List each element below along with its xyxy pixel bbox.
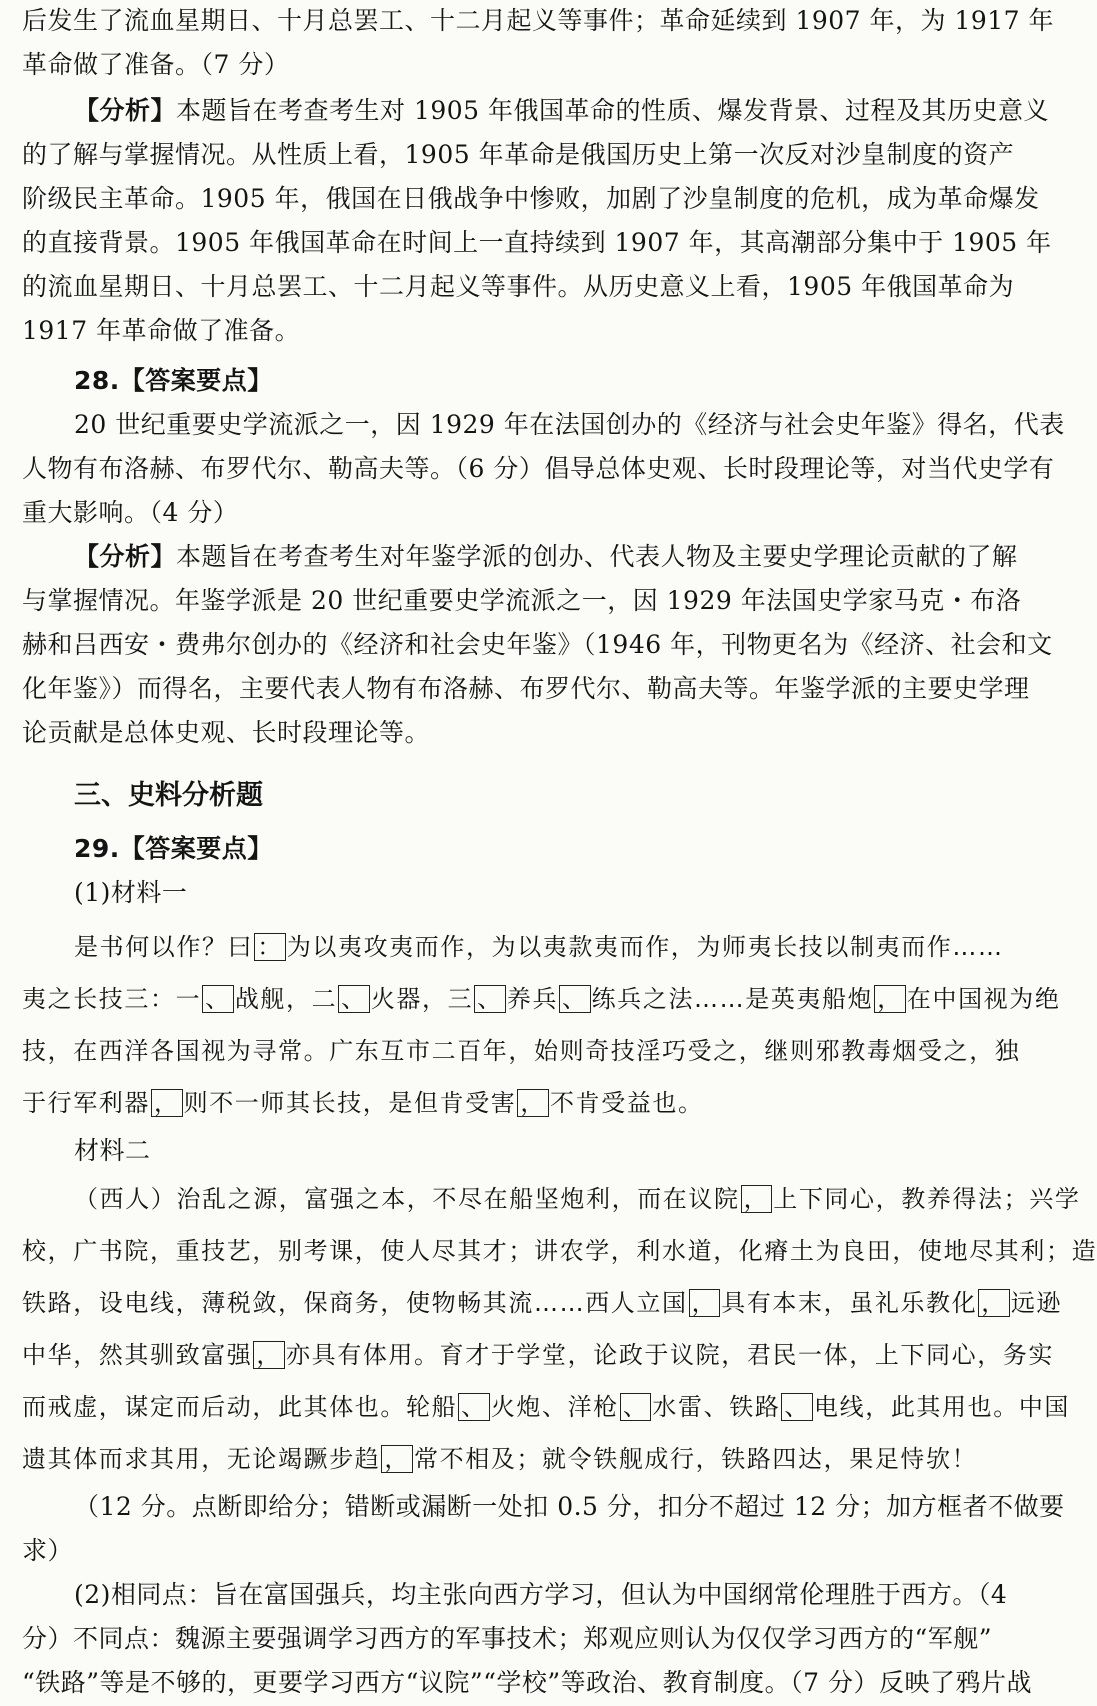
text-line: 20 世纪重要史学流派之一，因 1929 年在法国创办的《经济与社会史年鉴》得名，代表	[74, 410, 1065, 439]
text-run: 上下同心，教养得法；兴学	[773, 1185, 1081, 1213]
section-title: 三、史料分析题	[74, 780, 263, 811]
text-run: 常不相及；就令铁舰成行，铁路四达，果足恃欤！	[414, 1445, 978, 1473]
text-run: 遗其体而求其用，无论竭蹶步趋	[22, 1445, 381, 1473]
punct-box: 、	[559, 985, 591, 1013]
analysis-paragraph	[22, 89, 1050, 133]
text-run: 练兵之法……是英夷船炮	[591, 985, 874, 1013]
text-line: 后发生了流血星期日、十月总罢工、十二月起义等事件；革命延续到 1907 年，为 1917 年	[22, 6, 1055, 35]
punct-box: ：	[254, 933, 286, 961]
analysis-paragraph	[22, 535, 1044, 579]
text-run: 于行军利器	[22, 1089, 150, 1117]
text-run: 则不一师其长技，是但肯受害	[183, 1089, 517, 1117]
text-run: 是书何以作？曰	[74, 933, 254, 961]
material-line	[22, 1329, 1055, 1381]
material-line	[22, 1433, 1044, 1485]
text-run: 亦具有体用。育才于学堂，论政于议院，君民一体，上下同心，务实	[286, 1341, 1055, 1369]
material-label: 材料二	[74, 1136, 151, 1165]
punct-box: 、	[338, 985, 370, 1013]
punct-box: 、	[458, 1393, 490, 1421]
text-line: 本题旨在考查考生对 1905 年俄国革命的性质、爆发背景、过程及其历史意义	[176, 96, 1050, 125]
text-line: (2)相同点：旨在富国强兵，均主张向西方学习，但认为中国纲常伦理胜于西方。（4	[74, 1580, 1008, 1609]
text-line: 阶级民主革命。1905 年，俄国在日俄战争中惨败，加剧了沙皇制度的危机，成为革命爆发	[22, 184, 1040, 213]
material-line: 技，在西洋各国视为寻常。广东互市二百年，始则奇技淫巧受之，继则邪教毒烟受之，独	[22, 1037, 1021, 1065]
text-line: 赫和吕西安・费弗尔创办的《经济和社会史年鉴》（1946 年，刊物更名为《经济、社会和文	[22, 630, 1053, 659]
text-run: 在中国视为绝	[906, 985, 1061, 1013]
material-label: (1)材料一	[74, 878, 188, 907]
text-run: 为以夷攻夷而作，为以夷款夷而作，为师夷长技以制夷而作……	[286, 933, 1004, 961]
text-run: 具有本末，虽礼乐教化	[721, 1289, 978, 1317]
text-run: 远逊	[1010, 1289, 1063, 1317]
text-line: 1917 年革命做了准备。	[22, 316, 301, 345]
text-run: 不肯受益也。	[550, 1089, 704, 1117]
text-line: “铁路”等是不够的，更要学习西方“议院”“学校”等政治、教育制度。（7 分）反映了鸦片战	[22, 1668, 1033, 1697]
text-run: （西人）治乱之源，富强之本，不尽在船坚炮利，而在议院	[74, 1185, 740, 1213]
material-line	[22, 1077, 1044, 1129]
punct-box: ，	[517, 1089, 549, 1117]
text-run: 而戒虚，谋定而后动，此其体也。轮船	[22, 1393, 458, 1421]
text-line: 革命做了准备。（7 分）	[22, 50, 290, 79]
text-line: 重大影响。（4 分）	[22, 498, 239, 527]
punct-box: ，	[253, 1341, 285, 1369]
punct-box: ，	[151, 1089, 183, 1117]
text-line: 与掌握情况。年鉴学派是 20 世纪重要史学流派之一，因 1929 年法国史学家马克・布洛	[22, 586, 1022, 615]
punct-box: 、	[781, 1393, 813, 1421]
punct-box: ，	[689, 1289, 721, 1317]
punct-box: ，	[741, 1185, 773, 1213]
text-line: 的直接背景。1905 年俄国革命在时间上一直持续到 1907 年，其高潮部分集中于 1905 年	[22, 228, 1052, 257]
text-run: 火炮、洋枪	[490, 1393, 619, 1421]
text-line: 本题旨在考查考生对年鉴学派的创办、代表人物及主要史学理论贡献的了解	[176, 542, 1018, 571]
punct-box: ，	[874, 985, 906, 1013]
punct-box: ，	[978, 1289, 1010, 1317]
text-line: 分）不同点：魏源主要强调学习西方的军事技术；郑观应则认为仅仅学习西方的“军舰”	[22, 1624, 993, 1653]
text-run: 水雷、铁路	[652, 1393, 781, 1421]
text-run: 夷之长技三：一	[22, 985, 202, 1013]
text-run: 养兵	[506, 985, 559, 1013]
punct-box: ，	[381, 1445, 413, 1473]
text-run: 铁路，设电线，薄税敛，保商务，使物畅其流……西人立国	[22, 1289, 688, 1317]
material-line	[22, 1381, 1071, 1433]
text-run: 电线，此其用也。中国	[814, 1393, 1071, 1421]
material-line	[22, 1173, 1081, 1225]
material-line	[22, 1277, 1063, 1329]
analysis-label: 【分析】	[74, 542, 177, 571]
material-line	[22, 921, 1044, 973]
text-run: 战舰，二	[234, 985, 338, 1013]
text-line: 的了解与掌握情况。从性质上看，1905 年革命是俄国历史上第一次反对沙皇制度的资产	[22, 140, 1015, 169]
scoring-note: 求）	[22, 1536, 74, 1565]
text-line: 的流血星期日、十月总罢工、十二月起义等事件。从历史意义上看，1905 年俄国革命为	[22, 272, 1015, 301]
text-line: 人物有布洛赫、布罗代尔、勒高夫等。（6 分）倡导总体史观、长时段理论等，对当代史学有	[22, 454, 1055, 483]
text-run: 中华，然其驯致富强	[22, 1341, 253, 1369]
punct-box: 、	[474, 985, 506, 1013]
punct-box: 、	[620, 1393, 652, 1421]
text-line: 论贡献是总体史观、长时段理论等。	[22, 718, 431, 747]
material-line: 校，广书院，重技艺，别考课，使人尽其才；讲农学，利水道，化瘠土为良田，使地尽其利；造	[22, 1237, 1097, 1265]
question-heading: 28.【答案要点】	[74, 366, 273, 395]
analysis-label: 【分析】	[74, 96, 177, 125]
material-line	[22, 973, 1061, 1025]
scoring-note: （12 分。点断即给分；错断或漏断一处扣 0.5 分，扣分不超过 12 分；加方框者不做要	[74, 1492, 1065, 1521]
punct-box: 、	[202, 985, 234, 1013]
text-line: 化年鉴》）而得名，主要代表人物有布洛赫、布罗代尔、勒高夫等。年鉴学派的主要史学理	[22, 674, 1030, 703]
question-heading: 29.【答案要点】	[74, 834, 273, 863]
text-run: 火器，三	[370, 985, 474, 1013]
